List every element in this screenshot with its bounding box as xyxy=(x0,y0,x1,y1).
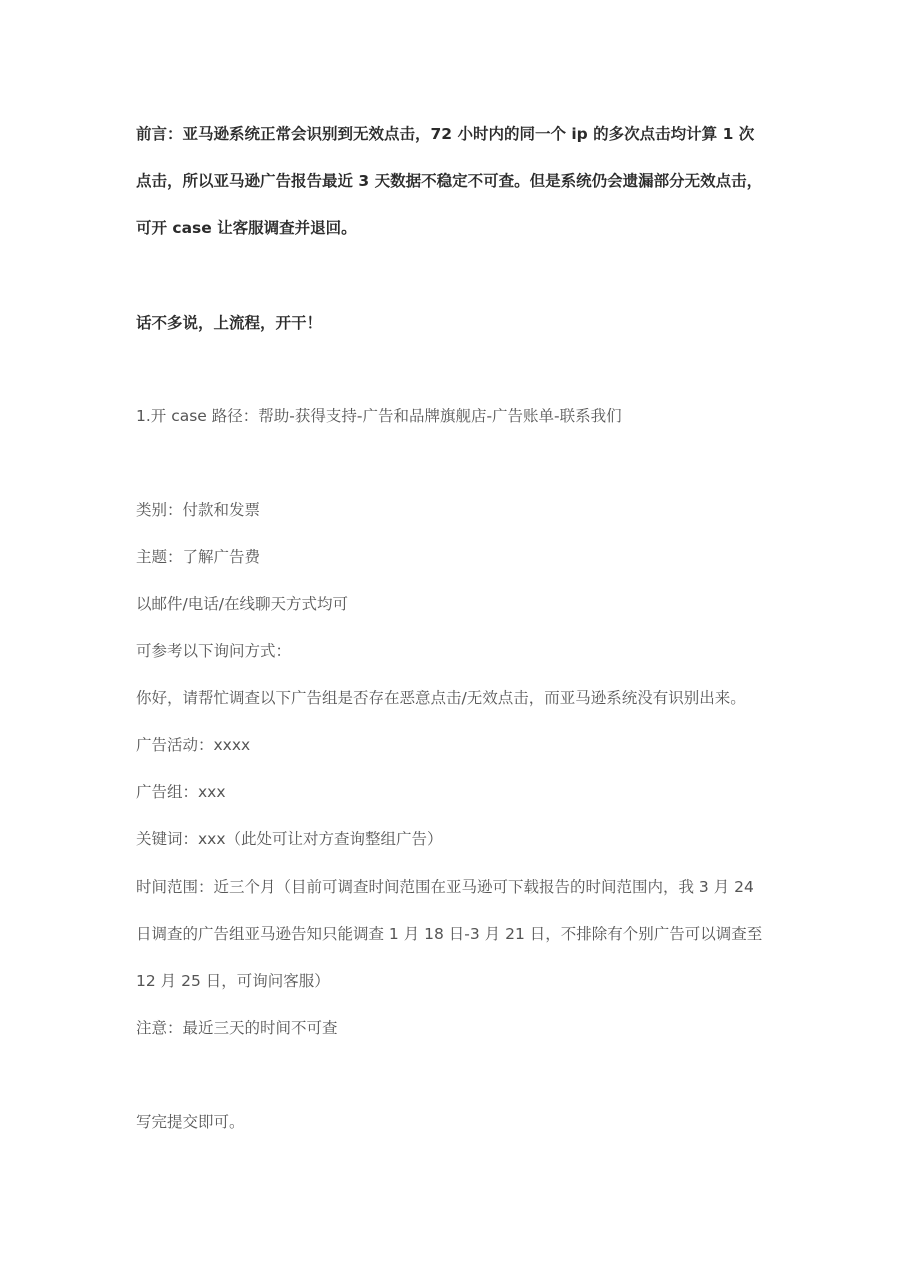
step-1-path: 1.开 case 路径：帮助-获得支持-广告和品牌旗舰店-广告账单-联系我们 xyxy=(136,407,622,425)
subject-line: 主题：了解广告费 xyxy=(136,548,261,566)
contact-method-line: 以邮件/电话/在线聊天方式均可 xyxy=(136,595,348,613)
ad-group-line: 广告组：xxx xyxy=(136,783,226,801)
category-line: 类别：付款和发票 xyxy=(136,501,261,519)
intro-line-1: 前言：亚马逊系统正常会识别到无效点击，72 小时内的同一个 ip 的多次点击均计算 1 次 xyxy=(136,125,755,143)
greeting-line: 你好，请帮忙调查以下广告组是否存在恶意点击/无效点击，而亚马逊系统没有识别出来。 xyxy=(136,689,746,707)
closing-line: 写完提交即可。 xyxy=(136,1113,245,1131)
time-range-line-1: 时间范围：近三个月（目前可调查时间范围在亚马逊可下载报告的时间范围内，我 3 月 24 xyxy=(136,878,754,896)
campaign-line: 广告活动：xxxx xyxy=(136,736,251,754)
time-range-line-3: 12 月 25 日，可询问客服） xyxy=(136,972,330,990)
time-range-line-2: 日调查的广告组亚马逊告知只能调查 1 月 18 日-3 月 21 日，不排除有个别广告可以调查至 xyxy=(136,925,763,943)
inquiry-intro-line: 可参考以下询问方式： xyxy=(136,642,292,660)
intro-line-3: 可开 case 让客服调查并退回。 xyxy=(136,219,357,237)
callout-line: 话不多说，上流程，开干！ xyxy=(136,314,323,332)
note-line: 注意：最近三天的时间不可查 xyxy=(136,1019,338,1037)
intro-line-2: 点击，所以亚马逊广告报告最近 3 天数据不稳定不可查。但是系统仍会遗漏部分无效点击， xyxy=(136,172,763,190)
keyword-line: 关键词：xxx（此处可让对方查询整组广告） xyxy=(136,830,443,848)
